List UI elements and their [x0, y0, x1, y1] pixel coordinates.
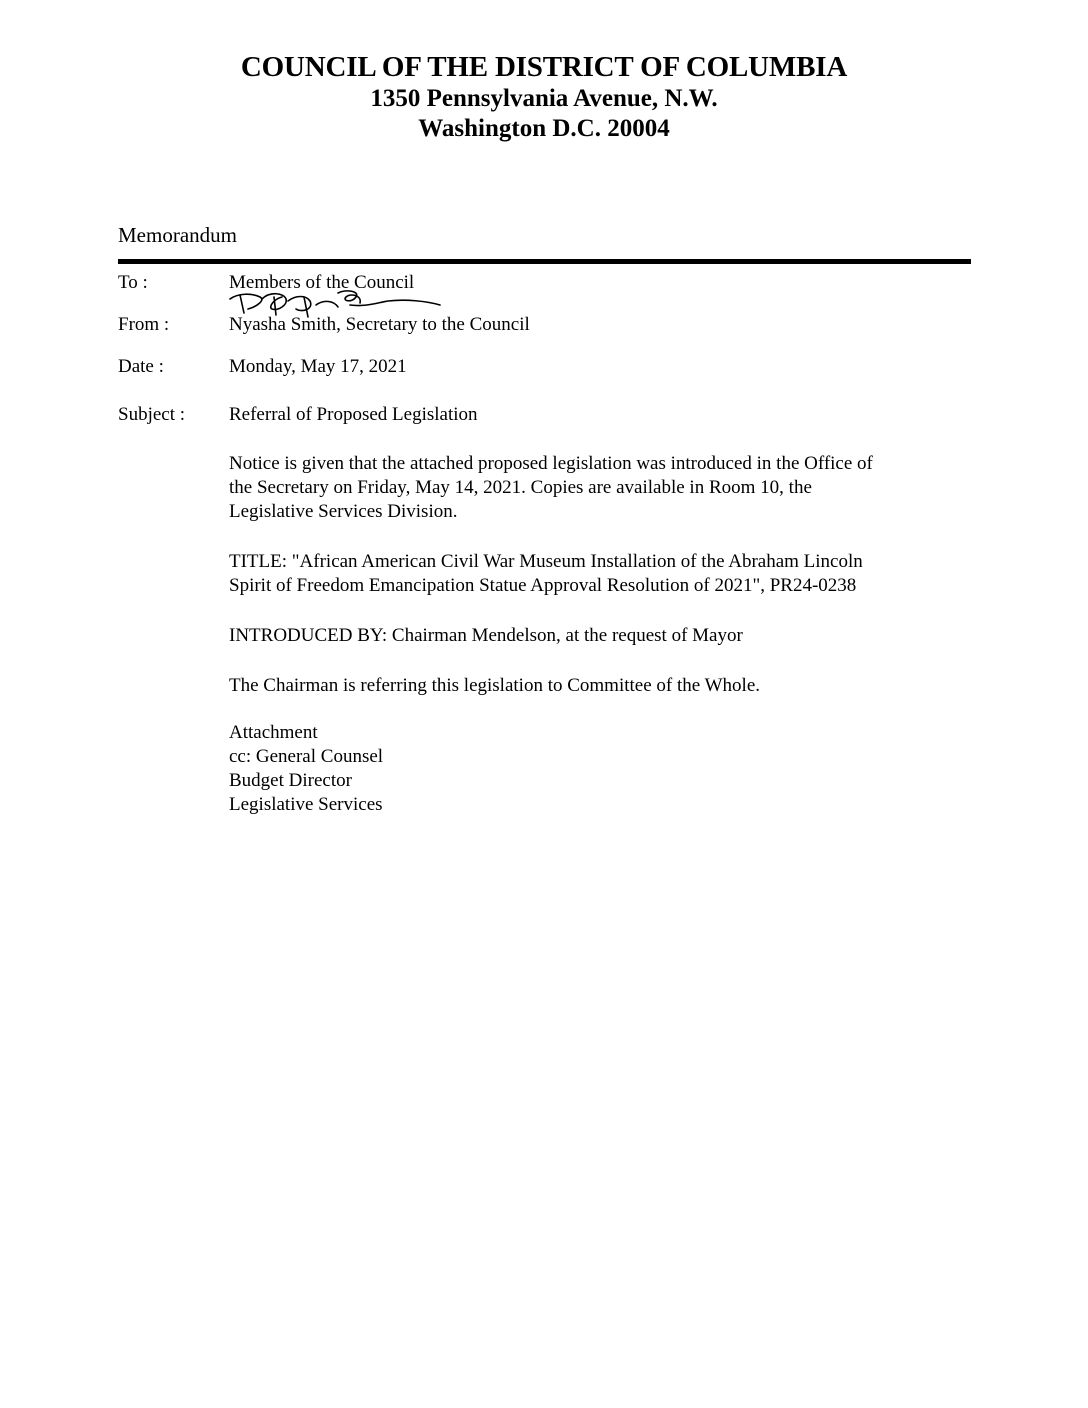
- to-label: To :: [118, 272, 148, 293]
- notice-line: the Secretary on Friday, May 14, 2021. Copies are available in Room 10, the: [229, 477, 812, 498]
- title-line: Spirit of Freedom Emancipation Statue Approval Resolution of 2021", PR24-0238: [229, 575, 857, 596]
- address-line-1: 1350 Pennsylvania Avenue, N.W.: [370, 85, 718, 112]
- date-value: Monday, May 17, 2021: [229, 356, 407, 377]
- introduced-by: INTRODUCED BY: Chairman Mendelson, at the request of Mayor: [229, 625, 743, 646]
- from-label: From :: [118, 314, 170, 335]
- address-line-2: Washington D.C. 20004: [418, 115, 670, 142]
- to-value: Members of the Council: [229, 272, 415, 293]
- notice-paragraph: [229, 452, 959, 524]
- cc-line: Legislative Services: [229, 794, 383, 815]
- title-line: TITLE: "African American Civil War Museum Installation of the Abraham Lincoln: [229, 551, 863, 572]
- from-value: Nyasha Smith, Secretary to the Council: [229, 314, 530, 335]
- referral-paragraph: [229, 674, 959, 698]
- title-paragraph: [229, 550, 959, 598]
- date-label: Date :: [118, 356, 164, 377]
- subject-label: Subject :: [118, 404, 186, 425]
- notice-line: Notice is given that the attached proposed legislation was introduced in the Office of: [229, 453, 873, 474]
- letterhead: [0, 50, 1088, 144]
- header-divider: [118, 259, 971, 264]
- memo-type-label: Memorandum: [118, 223, 237, 247]
- cc-line: cc: General Counsel: [229, 746, 384, 767]
- referral-text: The Chairman is referring this legislation to Committee of the Whole.: [229, 675, 760, 696]
- introduced-by-paragraph: [229, 624, 959, 648]
- cc-line: Budget Director: [229, 770, 352, 791]
- organization-name: COUNCIL OF THE DISTRICT OF COLUMBIA: [240, 51, 848, 83]
- distribution-block: [229, 721, 959, 817]
- attachment-label: Attachment: [229, 722, 318, 743]
- subject-value: Referral of Proposed Legislation: [229, 404, 478, 425]
- notice-line: Legislative Services Division.: [229, 501, 458, 522]
